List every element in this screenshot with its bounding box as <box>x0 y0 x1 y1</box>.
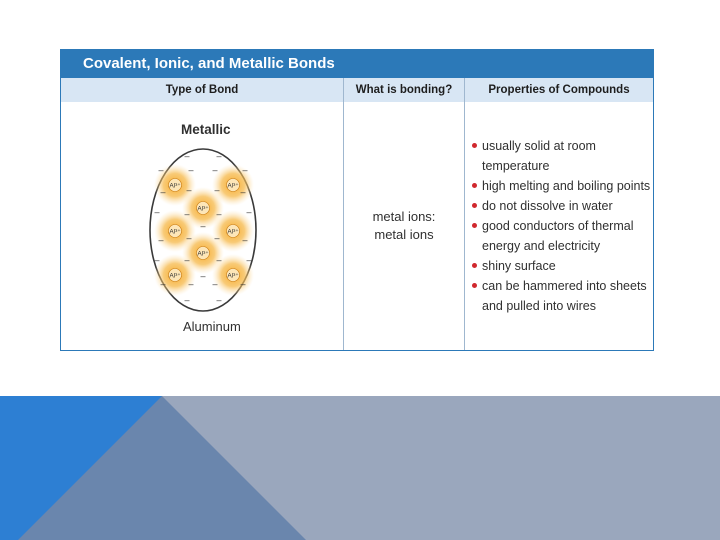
electron: – <box>154 255 160 265</box>
property-item: do not dissolve in water <box>471 196 655 216</box>
electron: – <box>186 233 192 243</box>
header-type-of-bond: Type of Bond <box>61 78 343 102</box>
figure-title: Covalent, Ionic, and Metallic Bonds <box>61 50 653 78</box>
ion-label: Al³⁺ <box>169 228 181 236</box>
electron: – <box>214 233 220 243</box>
electron: – <box>216 209 222 219</box>
properties-list <box>471 136 655 316</box>
electron: – <box>216 151 222 161</box>
ion-label: Al³⁺ <box>227 228 239 236</box>
ion-label: Al³⁺ <box>197 250 209 258</box>
header-properties: Properties of Compounds <box>465 78 653 102</box>
header-what-is-bonding: What is bonding? <box>344 78 464 102</box>
electron: – <box>212 279 218 289</box>
electron: – <box>158 235 164 245</box>
property-item: good conductors of thermal energy and electricity <box>471 216 655 256</box>
electron: – <box>186 185 192 195</box>
electron: – <box>240 279 246 289</box>
ion-label: Al³⁺ <box>227 272 239 280</box>
ion-label: Al³⁺ <box>197 205 209 213</box>
electron: – <box>216 295 222 305</box>
electron: – <box>154 207 160 217</box>
electron: – <box>200 271 206 281</box>
electron: – <box>158 165 164 175</box>
electron: – <box>216 255 222 265</box>
electron: – <box>214 185 220 195</box>
electron: – <box>242 235 248 245</box>
decorative-footer-band <box>0 396 720 540</box>
electron: – <box>184 295 190 305</box>
electron: – <box>240 187 246 197</box>
property-item: usually solid at room temperature <box>471 136 655 176</box>
electron: – <box>212 165 218 175</box>
bonds-table-figure <box>60 49 654 351</box>
electron: – <box>188 279 194 289</box>
electron: – <box>200 221 206 231</box>
ion-label: Al³⁺ <box>227 182 239 190</box>
property-item: high melting and boiling points <box>471 176 655 196</box>
property-item: can be hammered into sheets and pulled into wires <box>471 276 655 316</box>
electron: – <box>184 209 190 219</box>
bonding-line: metal ions <box>374 227 434 242</box>
electron: – <box>242 165 248 175</box>
electron: – <box>160 279 166 289</box>
electron: – <box>246 255 252 265</box>
bonding-line: metal ions: <box>372 209 436 224</box>
electron: – <box>184 151 190 161</box>
electron: – <box>188 165 194 175</box>
example-element-label: Aluminum <box>183 319 241 334</box>
ion-label: Al³⁺ <box>169 272 181 280</box>
ion-label: Al³⁺ <box>169 182 181 190</box>
electron: – <box>246 207 252 217</box>
column-divider <box>464 78 465 350</box>
bonding-description <box>344 208 464 244</box>
electron: – <box>160 187 166 197</box>
bond-type-label: Metallic <box>181 122 231 137</box>
property-item: shiny surface <box>471 256 655 276</box>
metallic-lattice-diagram <box>147 145 259 315</box>
electron: – <box>184 255 190 265</box>
